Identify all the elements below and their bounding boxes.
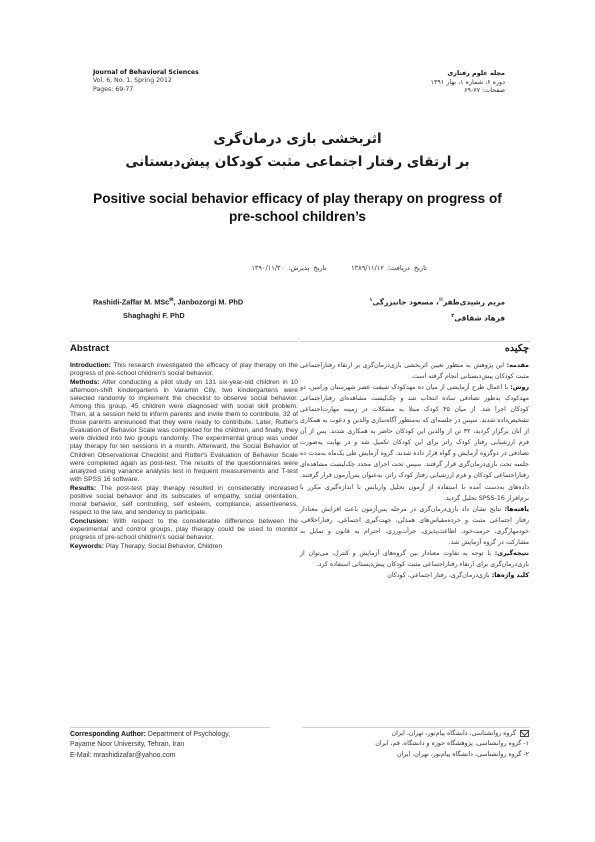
footnote-mark-1: ۱: [369, 297, 373, 303]
journal-name-fa: مجله علوم رفتاری: [447, 69, 505, 77]
corresponding-author: [70, 730, 230, 761]
author-2-fa: ، مسعود جانبزرگی: [372, 297, 439, 307]
corresponding-univ: Payame Noor University, Tehran, Iran: [70, 741, 185, 749]
author-1-fa: مریم رشیدی‌ظفر: [443, 297, 505, 307]
abstract-results-en: [70, 485, 298, 517]
section-label: Methods:: [70, 379, 100, 387]
corresponding-dept: Department of Psychology,: [145, 731, 231, 738]
section-text: The post-test play therapy resulted in considerably increased positive social behavior and its subscales of empathy, social orientation, moral behavior, self controlling, self esteem, compliance, assertiveness, respect to the law, and tendency to participate.: [70, 484, 298, 516]
section-label: مقدمه:: [506, 362, 529, 369]
affiliation-corresponding: [375, 729, 529, 739]
journal-header-en: [93, 69, 199, 94]
abstract-heading-fa: چکیده: [504, 343, 529, 354]
journal-volume-fa: دوره ۶، شماره ۱، بهار ۱۳۹۱: [430, 77, 505, 86]
section-label: Conclusion:: [70, 517, 109, 525]
abstract-body-fa: [300, 360, 529, 581]
footnote-divider: [302, 727, 530, 728]
abstract-methods-fa: [300, 382, 529, 504]
corresponding-label: Corresponding Author:: [70, 731, 146, 738]
section-text: Play Therapy, Social Behavior, Children: [103, 543, 223, 551]
section-text: This research investigated the efficacy of play therapy on the progress of pre-school children's social behavior.: [70, 362, 298, 378]
article-dates: [200, 264, 427, 272]
section-text: نتایج نشان داد بازی‌درمان‌گری در مرحله پس‌آزمون باعث افزایش معنادار رفتار اجتماعی مثبت و خرده‌مقیاس‌های همدلی، جهت‌گیری اجتماعی، رفتاراخلاقی، خودمهارگری، حرمت‌خود، اطاعت‌پذیری، جرأت‌ورزی، احترام به قانون و تمایل به مشارکت در گروه آزمایش شد.: [300, 505, 529, 546]
footnote-mark-2: ۲: [451, 313, 455, 320]
abstract-intro-fa: [300, 360, 529, 382]
abstract-keywords-fa: [300, 570, 529, 581]
section-label: یافته‌ها:: [504, 505, 529, 513]
abstract-intro-en: [70, 362, 298, 378]
mail-icon: [520, 730, 529, 737]
accepted-date: ۱۳۹۰/۱۱/۳۰: [251, 264, 285, 272]
abstract-heading-en: Abstract: [70, 343, 109, 354]
abstract-conclusion-fa: [300, 548, 529, 570]
journal-header-fa: [431, 69, 505, 95]
abstract-results-fa: [300, 504, 529, 548]
author-3-en: Shaghaghi F. PhD: [123, 311, 185, 321]
journal-pages-fa: صفحات: ۷۷-۶۹: [464, 86, 505, 95]
mail-icon: ✉: [438, 297, 444, 303]
affiliation-2: ۲- گروه روانشناسی، دانشگاه پیام‌نور، تهران، ایران: [396, 750, 529, 758]
section-text: با توجه به تفاوت معنادار بین گروه‌های آزمایش و کنترل، می‌توان از بازی‌درمان‌گری برای ارتقاء رفتاراجتماعی مثبت کودکان پیش‌دبستانی استفاده کرد.: [300, 549, 529, 568]
affiliation-text: گروه روانشناسی، دانشگاه پیام‌نور، تهران، ایران: [391, 730, 516, 737]
section-label: Introduction:: [70, 362, 111, 369]
accepted-label: تاریخ پذیرش:: [288, 264, 327, 272]
divider: [300, 341, 530, 342]
received-date: ۱۳۸۹/۱۱/۱۲: [351, 264, 384, 272]
title-fa-line1: اثربخشی بازی درمان‌گری: [213, 131, 382, 147]
authors-fa: [369, 293, 505, 326]
title-en: Positive social behavior efficacy of play therapy on progress of pre-school children’s: [93, 191, 502, 224]
journal-name-en: Journal of Behavioral Sciences: [93, 69, 199, 76]
authors-en: [93, 293, 243, 323]
journal-pages-en: Pages: 69-77: [93, 85, 134, 93]
section-text: این پژوهش به منظور تعیین اثربخشی بازی‌درمان‌گری بر ارتقاء رفتاراجتماعی مثبت کودکان پیش‌دبستانی انجام گرفته است.: [300, 362, 529, 381]
email-link[interactable]: mrashidizafar@yahoo.com: [91, 751, 176, 759]
abstract-conclusion-en: [70, 518, 298, 542]
footnote-divider: [70, 727, 270, 728]
section-label: کلید واژه‌ها:: [491, 571, 529, 579]
section-text: بازی‌درمان‌گری، رفتار اجتماعی، کودکان: [387, 571, 492, 579]
email-label: E-Mail:: [70, 751, 92, 759]
abstract-body-en: [70, 362, 298, 552]
section-text: با اعمال طرح آزمایشی از میان ده مهدکودک شیفت عصر شهرستان ورامین، دو مهدکودک به‌طور تصادفی ساده انتخاب شد و چک‌لیست مشاهده‌ای رفتاراجتماعی کودکان اجرا شد. از میان ۴۵ کودک مبتلا به مشکلات در زمینه مهارت‌اجتماعی تشخیص‌داده شدند. سپس در جلسه‌ای که به‌منظور آگاه‌سازی والدین و دعوت به همکاری از آنان برگزار گردید، ۳۲ تن از والدین این کودکان حاضر به همکاری شدند. پس از آن فرم ارزشیابی رفتار کودک راتر برای این کودکان تکمیل شد و در نهایت به‌صورت تصادفی در دوگروه آزمایش و گواه قرار داده شدند. گروه آزمایش طی یک‌ماه به‌مدت ده جلسه تحت بازی‌درمان‌گری قرار گرفتند. سپس تحت اجرای مجدد چک‌لیست مشاهده‌ای رفتاراجتماعی کودکان و فرم ارزشیابی رفتار کودک راتر، به‌عنوان پس‌آزمون قرار گرفتند. داده‌های به‌دست آمده با استفاده از آزمون تحلیل واریانس با اندازه‌گیری مکرر با نرم‌افزار SPSS-16 تحلیل گردید.: [300, 384, 529, 502]
title-fa-line2: بر ارتقای رفتار اجتماعی مثبت کودکان پیش‌دبستانی: [125, 154, 470, 170]
journal-volume-en: Vol. 6, No. 1, Spring 2012: [93, 77, 172, 85]
section-label: Keywords:: [70, 543, 104, 551]
mail-icon: ✉: [169, 297, 174, 303]
author-1-en: Rashidi-Zaffar M. MSc: [93, 297, 170, 307]
section-label: نتیجه‌گیری:: [494, 549, 529, 557]
section-text: After conducting a pilot study on 131 six-year-old children in 10 afternoon-shift kindergartens in Varamin City, two kindergartens were selected randomly to implement the checklist to observe social behavior. Among this group, 45 children were diagnosed with social skill problem. Then, at a session held to inform parents and invite them to contribute, 32 of those parents announced that they were ready to contribute. Later, Rutter's Evaluation of Behavior Scale was completed for the children, and finally, they were divided into two groups randomly. The experimental group was under play therapy for ten sessions in a month. Afterward, the Social Behavior of Children Observational Checklist and Rutter's Evaluation of Behavior Scale were completed again as post-test. The results of the questionnaires were analyzed using variance analysis test in frequent measurements and T-test with SPSS 16 software.: [70, 379, 298, 483]
section-label: Results:: [70, 484, 97, 492]
affiliation-1: ۱- گروه روانشناسی، پژوهشگاه حوزه و دانشگاه، قم، ایران: [375, 740, 529, 748]
author-3-fa: فرهاد شقاقی: [454, 313, 505, 323]
affiliations-fa: [375, 729, 529, 760]
section-text: With respect to the considerable difference between the experimental and control groups, play therapy could be used to monitor progress of pre-school children's social behavior.: [70, 517, 298, 541]
section-label: روش:: [510, 384, 529, 392]
author-2-en: , Janbozorgi M. PhD: [173, 297, 244, 307]
abstract-keywords-en: [70, 543, 298, 551]
abstract-methods-en: [70, 379, 298, 484]
divider: [70, 341, 298, 342]
received-label: تاریخ دریافت:: [387, 264, 427, 272]
